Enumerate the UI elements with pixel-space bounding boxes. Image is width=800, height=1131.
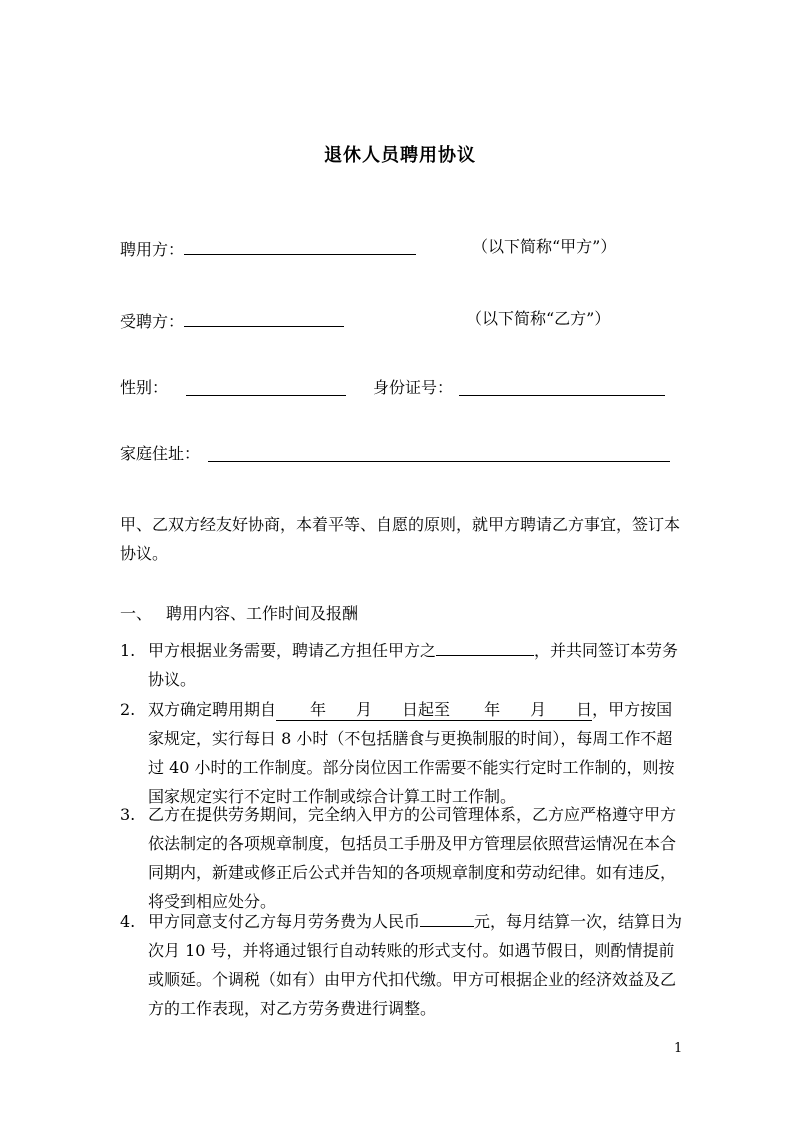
end-month[interactable]: 月 <box>500 700 546 721</box>
start-month[interactable]: 月 <box>326 700 372 721</box>
clause-number: 3. <box>120 805 136 824</box>
section-number: 一、 <box>120 604 153 623</box>
employer-line <box>120 237 416 260</box>
start-year[interactable]: 年 <box>276 700 326 721</box>
employer-label: 聘用方： <box>120 240 185 259</box>
position-blank[interactable] <box>436 638 534 656</box>
clause-3: 3. 乙方在提供劳务期间，完全纳入甲方的公司管理体系，乙方应严格遵守甲方依法制定的各项规章制度，包括员工手册及甲方管理层依照营运情况在本合同期内，新建或修正后公式并告知的各项规章制度和劳动纪律。如有违反，将受到相应处分。 <box>120 800 685 916</box>
clause-1: 1. 甲方根据业务需要，聘请乙方担任甲方之 ，并共同签订本劳务协议。 <box>120 636 685 694</box>
clause-number: 2. <box>120 700 136 719</box>
gender-label: 性别： <box>120 378 169 397</box>
intro-paragraph: 甲、乙双方经友好协商，本着平等、自愿的原则，就甲方聘请乙方事宜，签订本协议。 <box>120 515 681 563</box>
document-title: 退休人员聘用协议 <box>324 145 476 166</box>
address-label: 家庭住址： <box>120 444 201 463</box>
end-day[interactable]: 日 <box>546 700 592 721</box>
employee-note: （以下简称“乙方”） <box>466 309 611 328</box>
clause-number: 1. <box>120 641 136 660</box>
section-title: 聘用内容、工作时间及报酬 <box>166 604 359 623</box>
employer-note: （以下简称“甲方”） <box>472 237 617 256</box>
employee-blank[interactable] <box>184 309 344 327</box>
start-day[interactable]: 日起至 <box>372 700 450 721</box>
clause-number: 4. <box>120 912 136 931</box>
address-blank[interactable] <box>208 444 670 462</box>
gender-blank[interactable] <box>186 378 346 396</box>
clause-4: 4. 甲方同意支付乙方每月劳务费为人民币 元，每月结算一次，结算日为次月 10 号，并将通过银行自动转账的形式支付。如遇节假日，则酌情提前或顺延。个调税（如有）由甲方代扣代缴。甲方可根据企业的经济效益及乙方的工作表现，对乙方劳务费进行调整。 <box>120 907 685 1023</box>
employee-label: 受聘方： <box>120 312 185 331</box>
employer-blank[interactable] <box>184 237 416 255</box>
id-label: 身份证号： <box>373 378 454 397</box>
employee-line <box>120 309 344 332</box>
section-heading <box>120 604 358 624</box>
clause-2: 2. 双方确定聘用期自 年 月 日起至 年 月 日，甲方按国家规定，实行每日 8 小时（不包括膳食与更换制服的时间），每周工作不超过 40 小时的工作制度。部分岗位因工作需要不能实行定时工作制的，则按国家规定实行不定时工作制或综合计算工时工作制。 <box>120 695 685 811</box>
page-number: 1 <box>674 1041 683 1056</box>
fee-blank[interactable] <box>420 909 474 927</box>
end-year[interactable]: 年 <box>450 700 500 721</box>
id-blank[interactable] <box>459 378 665 396</box>
